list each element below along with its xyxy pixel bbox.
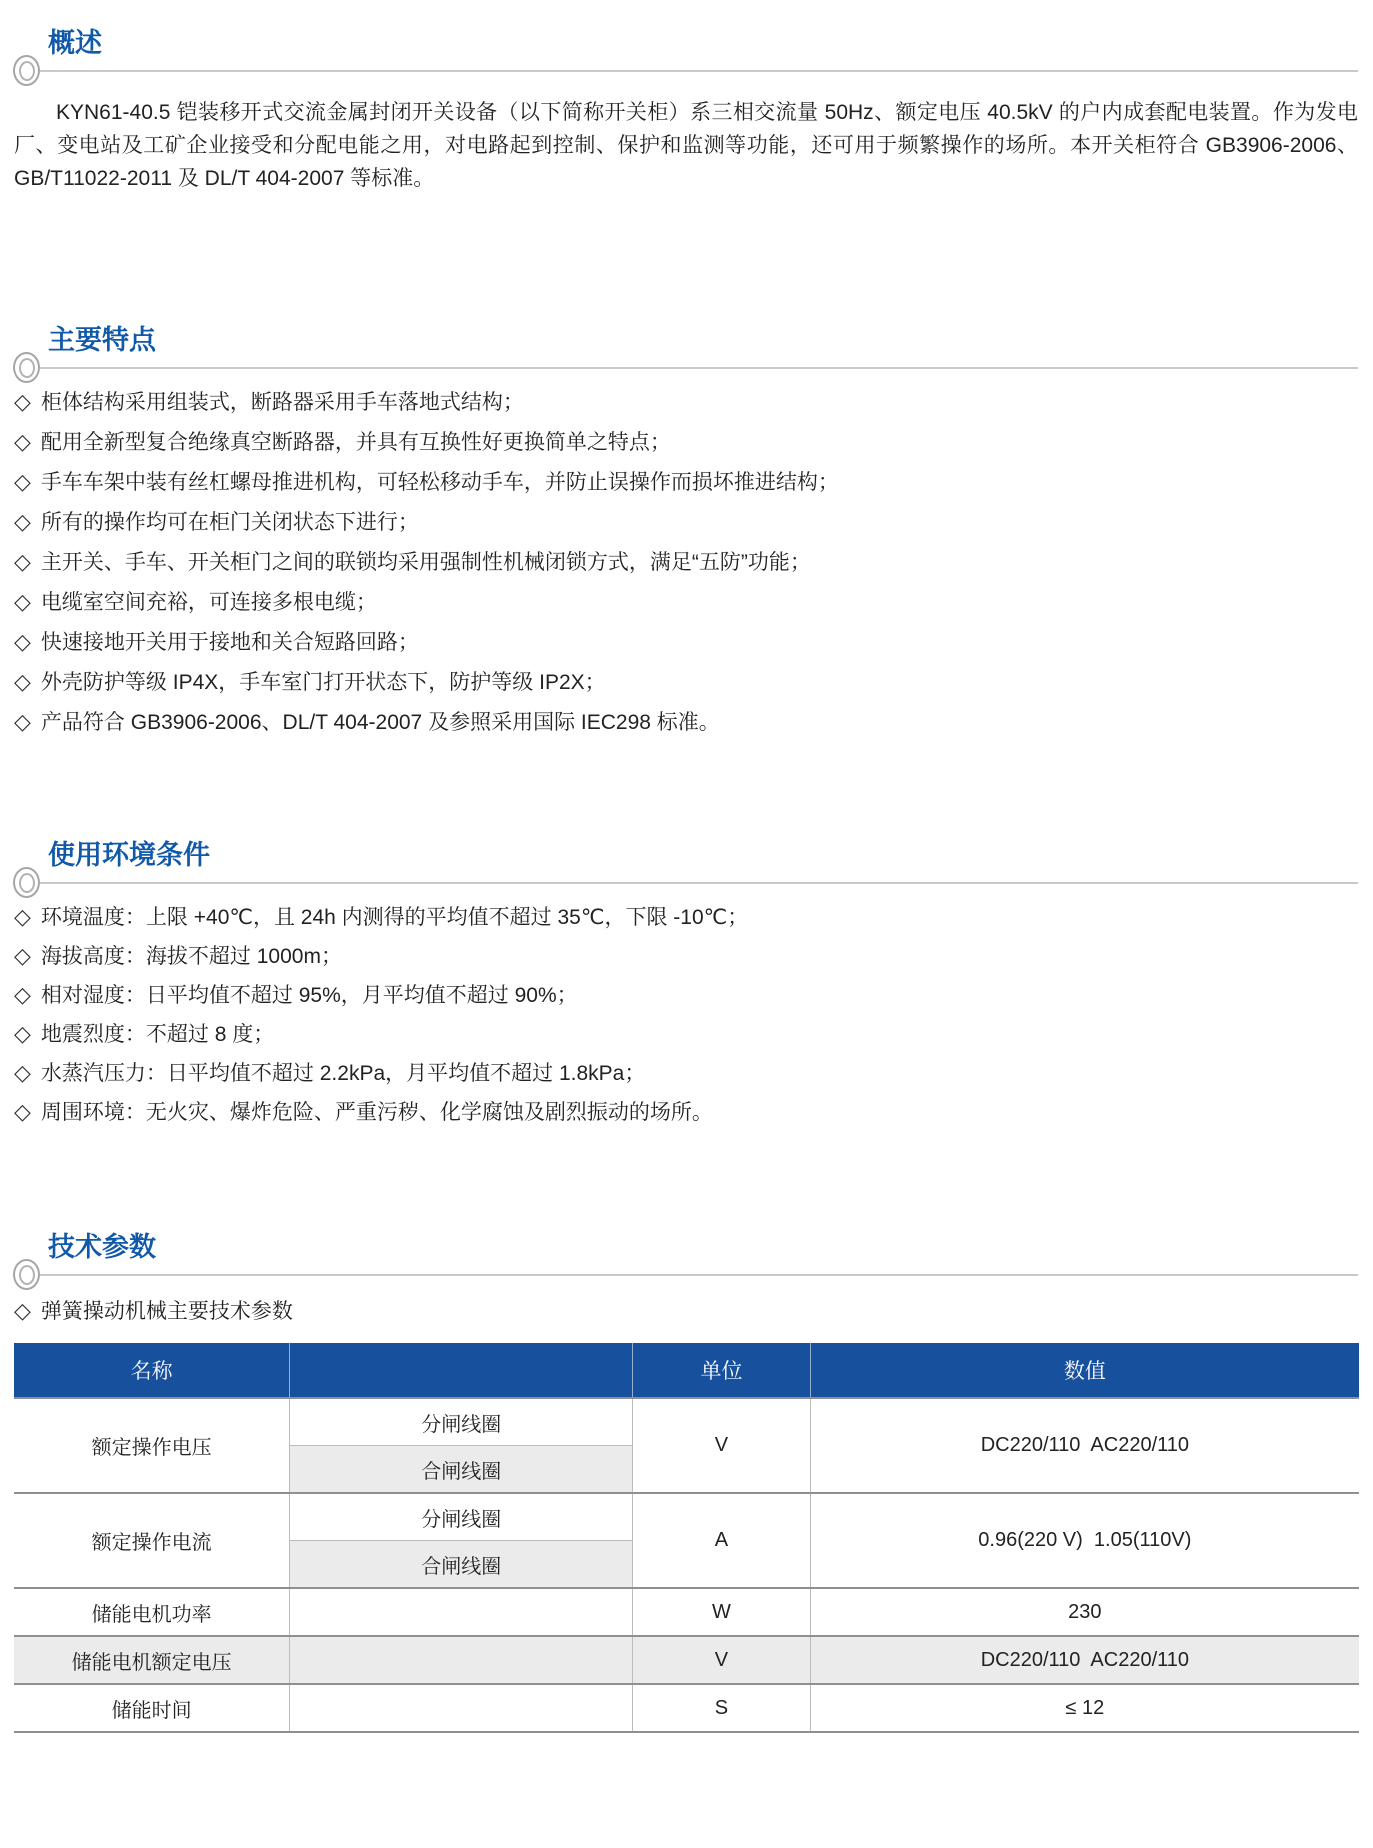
list-item [14, 507, 1358, 538]
cell-unit: V [633, 1636, 811, 1684]
list-item-text: 环境温度：上限 +40℃，且 24h 内测得的平均值不超过 35℃，下限 -10℃； [40, 906, 749, 929]
list-item [14, 587, 1358, 618]
diamond-bullet-icon: ◇ [14, 509, 31, 534]
cell-unit: S [633, 1684, 811, 1732]
list-item [14, 627, 1358, 658]
section-parameters [0, 1230, 1373, 1733]
cell-sub: 合闸线圈 [290, 1446, 633, 1494]
section-title-features: 主要特点 [48, 325, 156, 355]
section-environment [0, 838, 1373, 1128]
section-title-environment: 使用环境条件 [48, 840, 210, 870]
cell-value: 230 [810, 1588, 1359, 1636]
diamond-bullet-icon: ◇ [14, 982, 31, 1007]
table-row [14, 1493, 1359, 1541]
diamond-bullet-icon: ◇ [14, 589, 31, 614]
section-divider [40, 1274, 1358, 1276]
header-cell-value: 数值 [810, 1343, 1359, 1398]
list-item-text: 水蒸汽压力：日平均值不超过 2.2kPa，月平均值不超过 1.8kPa； [40, 1062, 646, 1085]
list-item-text: 外壳防护等级 IP4X，手车室门打开状态下，防护等级 IP2X； [40, 671, 606, 694]
cell-unit: A [633, 1493, 811, 1588]
double-ring-icon [13, 55, 40, 86]
diamond-bullet-icon: ◇ [14, 943, 31, 968]
diamond-bullet-icon: ◇ [14, 549, 31, 574]
cell-name: 储能电机额定电压 [14, 1636, 290, 1684]
section-divider [40, 882, 1358, 884]
double-ring-icon [13, 867, 40, 898]
section-features [0, 323, 1373, 738]
table-subtitle [14, 1296, 1358, 1327]
list-item [14, 707, 1358, 738]
cell-sub [290, 1636, 633, 1684]
cell-value: DC220/110 AC220/110 [810, 1398, 1359, 1493]
list-item-text: 电缆室空间充裕，可连接多根电缆； [40, 591, 377, 614]
section-title-overview: 概述 [48, 28, 102, 58]
cell-value: 0.96(220 V) 1.05(110V) [810, 1493, 1359, 1588]
cell-name: 额定操作电压 [14, 1398, 290, 1493]
diamond-bullet-icon: ◇ [14, 1298, 31, 1323]
features-list [0, 387, 1373, 738]
tech-params-table [14, 1343, 1359, 1733]
diamond-bullet-icon: ◇ [14, 669, 31, 694]
diamond-bullet-icon: ◇ [14, 1099, 31, 1124]
cell-name: 储能时间 [14, 1684, 290, 1732]
section-overview [0, 26, 1373, 195]
cell-sub: 分闸线圈 [290, 1398, 633, 1446]
list-item [14, 941, 1358, 972]
table-subtitle-text: 弹簧操动机械主要技术参数 [40, 1300, 293, 1323]
list-item [14, 667, 1358, 698]
table-body [14, 1398, 1359, 1732]
double-ring-icon [13, 1259, 40, 1290]
cell-name: 储能电机功率 [14, 1588, 290, 1636]
diamond-bullet-icon: ◇ [14, 709, 31, 734]
ring-inner-icon [19, 873, 35, 893]
cell-sub: 合闸线圈 [290, 1541, 633, 1589]
list-item-text: 相对湿度：日平均值不超过 95%，月平均值不超过 90%； [40, 984, 578, 1007]
header-cell-sub [290, 1343, 633, 1398]
section-divider [40, 70, 1358, 72]
list-item-text: 产品符合 GB3906-2006、DL/T 404-2007 及参照采用国际 IEC298 标准。 [40, 711, 720, 734]
list-item [14, 902, 1358, 933]
list-item [14, 1058, 1358, 1089]
diamond-bullet-icon: ◇ [14, 904, 31, 929]
diamond-bullet-icon: ◇ [14, 1060, 31, 1085]
table-row [14, 1684, 1359, 1732]
cell-sub [290, 1588, 633, 1636]
table-header-row [14, 1343, 1359, 1398]
diamond-bullet-icon: ◇ [14, 1021, 31, 1046]
cell-sub: 分闸线圈 [290, 1493, 633, 1541]
list-item [14, 467, 1358, 498]
diamond-bullet-icon: ◇ [14, 469, 31, 494]
ring-inner-icon [19, 61, 35, 81]
section-title-parameters: 技术参数 [48, 1232, 156, 1262]
list-item [14, 427, 1358, 458]
cell-name: 额定操作电流 [14, 1493, 290, 1588]
cell-value: DC220/110 AC220/110 [810, 1636, 1359, 1684]
list-item [14, 980, 1358, 1011]
list-item-text: 手车车架中装有丝杠螺母推进机构，可轻松移动手车，并防止误操作而损坏推进结构； [40, 471, 839, 494]
list-item [14, 547, 1358, 578]
ring-inner-icon [19, 358, 35, 378]
table-row [14, 1588, 1359, 1636]
list-item-text: 主开关、手车、开关柜门之间的联锁均采用强制性机械闭锁方式，满足“五防”功能； [40, 551, 811, 574]
environment-list [0, 902, 1373, 1128]
list-item-text: 柜体结构采用组装式，断路器采用手车落地式结构； [40, 391, 524, 414]
list-item [14, 387, 1358, 418]
diamond-bullet-icon: ◇ [14, 629, 31, 654]
list-item-text: 配用全新型复合绝缘真空断路器，并具有互换性好更换简单之特点； [40, 431, 671, 454]
header-cell-name: 名称 [14, 1343, 290, 1398]
list-item-text: 所有的操作均可在柜门关闭状态下进行； [40, 511, 419, 534]
list-item-text: 快速接地开关用于接地和关合短路回路； [40, 631, 419, 654]
list-item-text: 地震烈度：不超过 8 度； [40, 1023, 275, 1046]
list-item [14, 1097, 1358, 1128]
diamond-bullet-icon: ◇ [14, 429, 31, 454]
cell-unit: W [633, 1588, 811, 1636]
ring-inner-icon [19, 1265, 35, 1285]
header-cell-unit: 单位 [633, 1343, 811, 1398]
cell-value: ≤ 12 [810, 1684, 1359, 1732]
table-row [14, 1636, 1359, 1684]
list-item-text: 海拔高度：海拔不超过 1000m； [40, 945, 342, 968]
list-item [14, 1019, 1358, 1050]
cell-sub [290, 1684, 633, 1732]
table-row [14, 1398, 1359, 1446]
diamond-bullet-icon: ◇ [14, 389, 31, 414]
section-divider [40, 367, 1358, 369]
overview-paragraph: KYN61-40.5 铠装移开式交流金属封闭开关设备（以下简称开关柜）系三相交流量 50Hz、额定电压 40.5kV 的户内成套配电装置。作为发电厂、变电站及工矿企业接受和分配电能之用，对电路起到控制、保护和监测等功能，还可用于频繁操作的场所。本开关柜符合 GB3906-2006、GB/T11022-2011 及 DL/T 404-2007 等标准。 [14, 101, 1358, 190]
list-item-text: 周围环境：无火灾、爆炸危险、严重污秽、化学腐蚀及剧烈振动的场所。 [40, 1101, 713, 1124]
double-ring-icon [13, 352, 40, 383]
cell-unit: V [633, 1398, 811, 1493]
